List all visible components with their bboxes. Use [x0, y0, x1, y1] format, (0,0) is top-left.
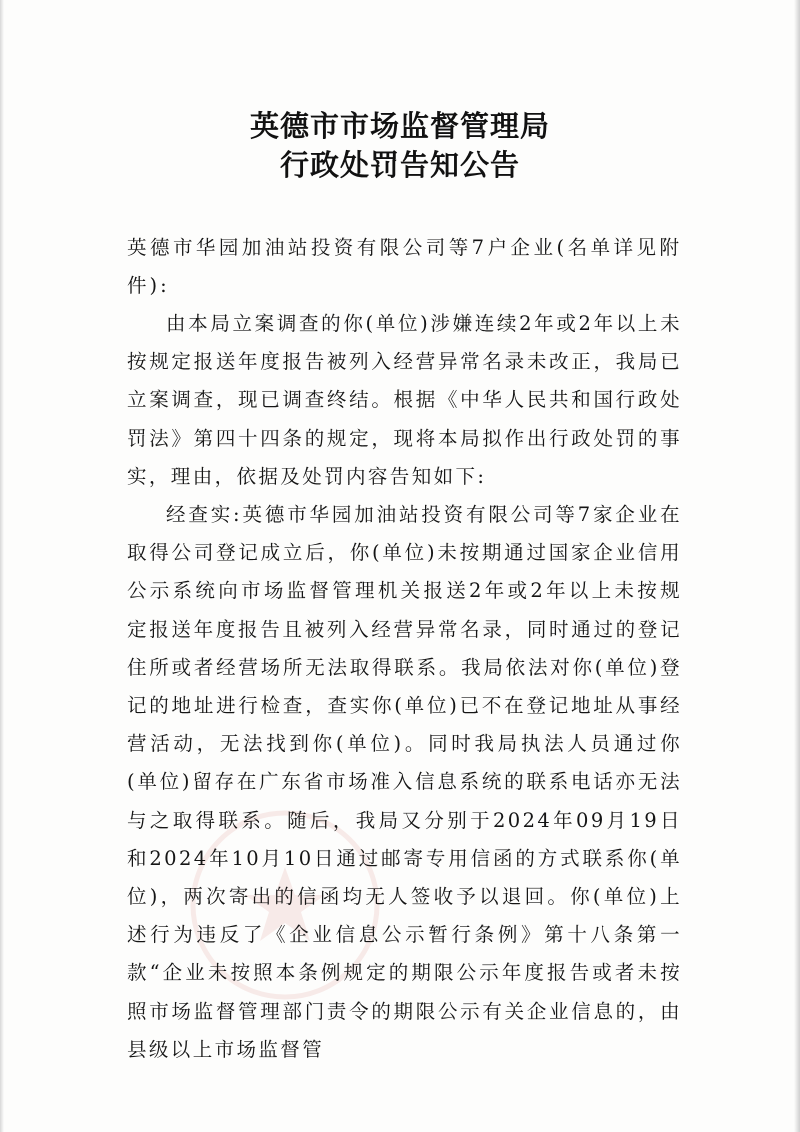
page-title: 英德市市场监督管理局	[249, 109, 550, 143]
paragraph: 由本局立案调查的你(单位)涉嫌连续2年或2年以上未按规定报送年度报告被列入经营异常名录未改正，我局已立案调查，现已调查终结。根据《中华人民共和国行政处罚法》第四十四条的规定，现将本局拟作出行政处罚的事实，理由，依据及处罚内容告知如下:	[127, 312, 682, 488]
paragraph: 经查实:英德市华园加油站投资有限公司等7家企业在取得公司登记成立后，你(单位)未按期通过国家企业信用公示系统向市场监督管理机关报送2年或2年以上未按规定报送年度报告且被列入经营异常名录，同时通过的登记住所或者经营场所无法取得联系。我局依法对你(单位)登记的地址进行检查，查实你(单位)已不在登记地址从事经营活动，无法找到你(单位)。同时我局执法人员通过你(单位)留存在广东省市场准入信息系统的联系电话亦无法与之取得联系。随后，我局又分别于2024年09月19日和2024年10月10日通过邮寄专用信函的方式联系你(单位)，两次寄出的信函均无人签收予以退回。你(单位)上述行为违反了《企业信息公示暂行条例》第十八条第一款“企业未按照本条例规定的期限公示年度报告或者未按照市场监督管理部门责令的期限公示有关企业信息的，由县级以上市场监督管	[127, 503, 682, 1061]
addressee: 英德市华园加油站投资有限公司等7户企业(名单详见附件):	[127, 236, 682, 297]
page-subtitle: 行政处罚告知公告	[279, 148, 520, 182]
document-body	[127, 305, 682, 1069]
